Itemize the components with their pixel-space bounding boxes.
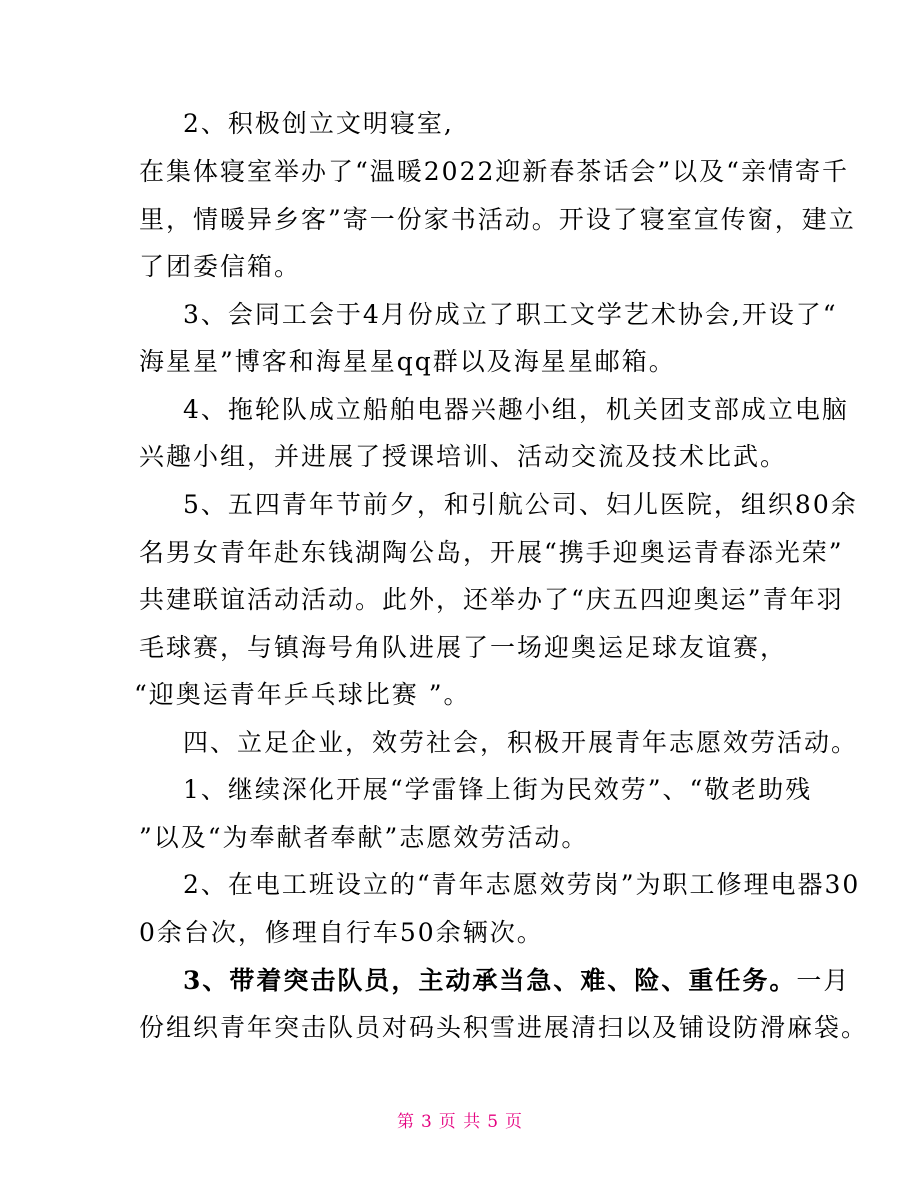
text-line: 3、会同工会于4月份成立了职工文学艺术协会,开设了“ bbox=[183, 300, 838, 329]
text-span: 一月 bbox=[796, 966, 851, 995]
text-line: 了团委信箱。 bbox=[139, 252, 302, 281]
text-line: 份组织青年突击队员对码头积雪进展清扫以及铺设防滑麻袋。 bbox=[139, 1013, 869, 1042]
section-heading: 四、立足企业，效劳社会，积极开展青年志愿效劳活动。 bbox=[183, 728, 859, 757]
text-line: 里，情暖异乡客”寄一份家书活动。开设了寝室宣传窗，建立 bbox=[139, 205, 856, 234]
text-line: 2、积极创立文明寝室, bbox=[183, 109, 454, 138]
text-line: 名男女青年赴东钱湖陶公岛，开展“携手迎奥运青春添光荣” bbox=[139, 538, 844, 567]
text-line: “迎奥运青年乒乓球比赛 ”。 bbox=[134, 680, 471, 709]
text-line: ”以及“为奉献者奉献”志愿效劳活动。 bbox=[139, 823, 589, 852]
text-line: 兴趣小组，并进展了授课培训、活动交流及技术比武。 bbox=[139, 442, 788, 471]
page-footer bbox=[0, 1110, 920, 1134]
footer-total-pages: 5 bbox=[487, 1112, 500, 1132]
footer-page-number: 3 bbox=[420, 1112, 433, 1132]
text-line: 0余台次，修理自行车50余辆次。 bbox=[139, 918, 544, 947]
text-line: 2、在电工班设立的“青年志愿效劳岗”为职工修理电器30 bbox=[183, 870, 861, 899]
text-line: 海星星”博客和海星星qq群以及海星星邮箱。 bbox=[139, 347, 676, 376]
bold-phrase: 3、带着突击队员，主动承当急、难、险、重任务。 bbox=[183, 966, 797, 995]
text-line bbox=[183, 964, 850, 998]
footer-suffix: 页 bbox=[505, 1112, 524, 1132]
text-line: 5、五四青年节前夕，和引航公司、妇儿医院，组织80余 bbox=[183, 490, 858, 519]
text-line: 共建联谊活动活动。此外，还举办了“庆五四迎奥运”青年羽 bbox=[139, 585, 844, 614]
text-line: 毛球赛，与镇海号角队进展了一场迎奥运足球友谊赛， bbox=[139, 633, 788, 662]
footer-prefix: 第 bbox=[396, 1112, 415, 1132]
text-line: 1、继续深化开展“学雷锋上街为民效劳”、“敬老助残 bbox=[183, 775, 813, 804]
text-line: 在集体寝室举办了“温暖2022迎新春茶话会”以及“亲情寄千 bbox=[139, 157, 849, 186]
footer-middle: 页 共 bbox=[438, 1112, 482, 1132]
text-line: 4、拖轮队成立船舶电器兴趣小组，机关团支部成立电脑 bbox=[183, 395, 849, 424]
